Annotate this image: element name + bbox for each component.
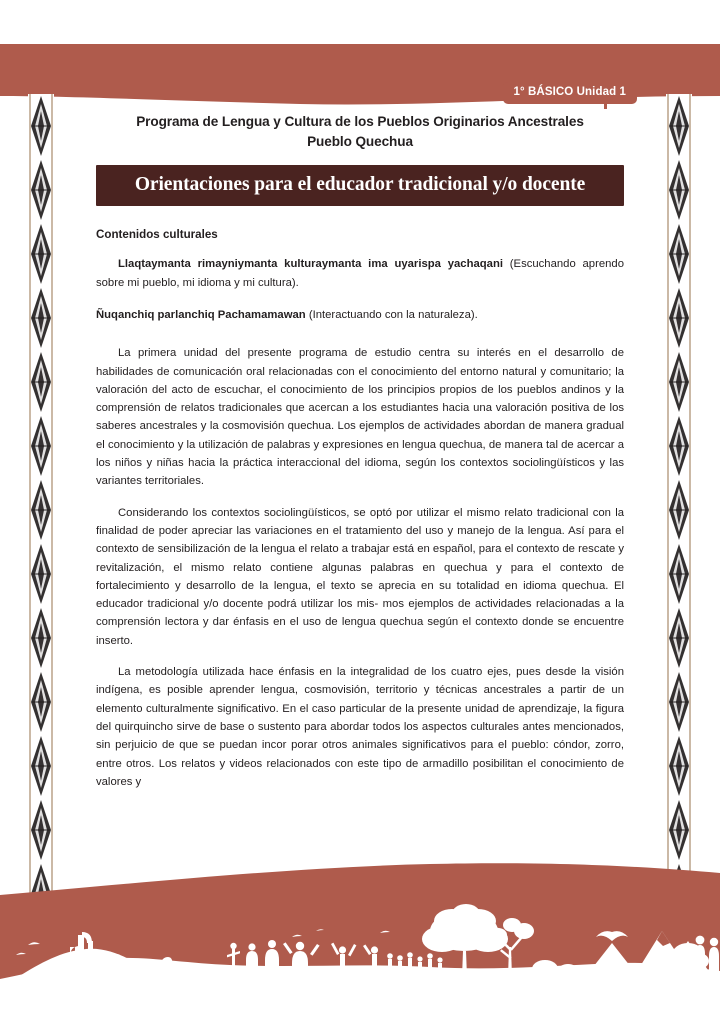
- body-paragraph: La primera unidad del presente programa de estudio centra su interés en el desarrollo de habilidades de comunicación oral relacionadas con el conocimiento del entorno natural y comunitario; la valoración del acto de escuchar, el conocimiento de los principios propios de los pueblos andinos y la comprensión de relatos tradicionales que acercan a los estudiantes hacia una valoración positiva de los saberes ancestrales y la cosmovisión quechua. Los ejemplos de actividades abordan de manera gradual el conocimiento y la utilización de palabras y expresiones en lengua quechua, de manera tal de acercar a los niños y niñas hacia la práctica interaccional del idioma, según los contextos sociolingüísticos y las variantes territoriales.: [96, 347, 624, 488]
- content-column: [96, 112, 624, 804]
- contenidos-culturales-heading: Contenidos culturales: [96, 228, 218, 242]
- cultural-content-item-2-translation: (Interactuando con la naturaleza).: [305, 309, 478, 321]
- page-title: [96, 112, 624, 151]
- cultural-content-item-1-translation: (Escuchando aprendo sobre mi pueblo, mi idioma y mi cultura).: [96, 258, 624, 289]
- section-banner: Orientaciones para el educador tradicional y/o docente: [96, 165, 624, 206]
- page-title-line1: Programa de Lengua y Cultura de los Pueblos Originarios Ancestrales: [136, 114, 584, 129]
- cultural-content-item-1: [96, 255, 624, 292]
- cultural-content-item-1-quechua: Llaqtaymanta rimayniymanta kulturaymanta ima uyarispa yachaqani: [118, 258, 503, 271]
- unit-badge: 1° BÁSICO Unidad 1: [503, 82, 637, 104]
- page-title-line2: Pueblo Quechua: [307, 133, 413, 149]
- woven-border-left: [28, 94, 54, 894]
- andean-landscape-silhouette: [0, 859, 720, 1019]
- cultural-content-item-2: [96, 306, 624, 324]
- cultural-content-item-2-quechua: Ñuqanchiq parlanchiq Pachamamawan: [96, 309, 306, 321]
- body-paragraph: La metodología utilizada hace énfasis en la integralidad de los cuatro ejes, pues desde la visión indígena, es posible aprender lengua, cosmovisión, territorio y técnicas ancestrales a partir de un elemento culturalmente significativo. En el caso particular de la presente unidad de aprendizaje, la figura del quirquincho sirve de base o sustento para abordar todos los aspectos culturales antes mencionados, sin perjuicio de que se puedan incor porar otros animales significativos para el pueblo: cóndor, zorro, entre otros. Los relatos y videos relacionados con este tipo de armadillo posibilitan el conocimiento de valores y: [96, 666, 624, 788]
- body-paragraph: Considerando los contextos sociolingüísticos, se optó por utilizar el mismo relato tradicional con la finalidad de poder apreciar las variaciones en el tratamiento del uso y manejo de la lengua. Así para el contexto de sensibilización de la lengua el relato a trabajar está en español, para el contexto de rescate y revitalización, el mismo relato contiene algunas palabras en quechua y para el contexto de fortalecimiento y desarrollo de la lengua, el texto se aprecia en su totalidad en idioma quechua. El educador tradicional y/o docente podrá utilizar los mis- mos ejemplos de actividades relacionadas a la comprensión lectora y dar énfasis en el uso de lengua quechua según el contexto donde se encuentre inserto.: [96, 506, 624, 647]
- woven-border-right: [666, 94, 692, 894]
